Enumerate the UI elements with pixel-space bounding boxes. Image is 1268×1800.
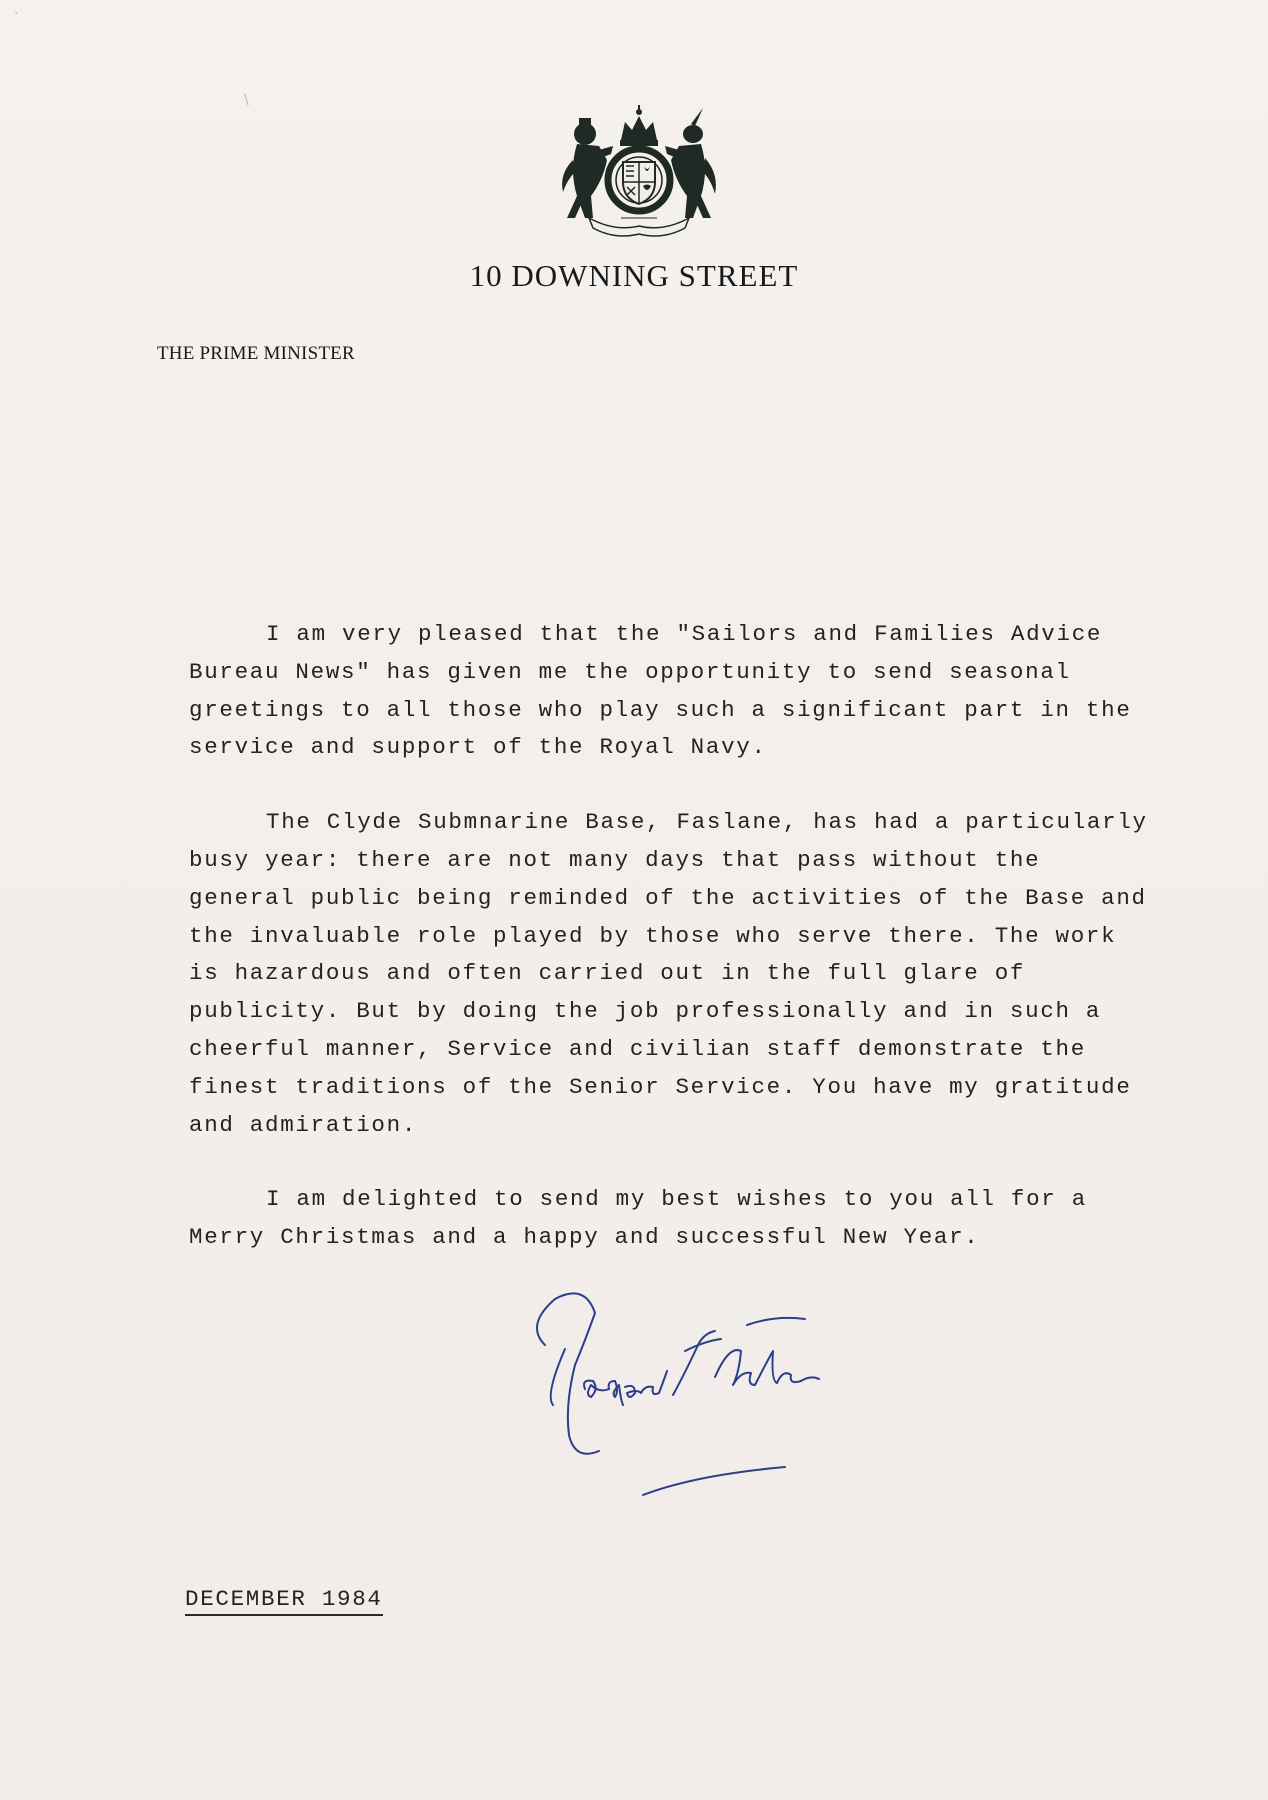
letterhead-address: 10 DOWNING STREET — [469, 258, 799, 293]
handwritten-signature — [515, 1285, 935, 1525]
paper-mark: \ — [244, 92, 249, 108]
letter-paragraph-2-text: The Clyde Submnarine Base, Faslane, has had a particularly busy year: there are not many days that pass without the general public being reminded of the activities of the Base and the invaluable role played by those who serve there. The work is hazardous and often carried out in the full glare of publicity. But by doing the job professionally and in such a cheerful manner, Service and civilian staff demonstrate the finest traditions of the Senior Service. You have my gratitude and admiration. — [189, 809, 1148, 1138]
letter-paragraph-1 — [189, 616, 1149, 767]
royal-crest-icon — [555, 100, 723, 240]
letter-paragraph-1-text: I am very pleased that the "Sailors and Families Advice Bureau News" has given me the opportunity to send seasonal greetings to all those who play such a significant part in the service and support of the Royal Navy. — [189, 621, 1132, 761]
letter-paragraph-3-text: I am delighted to send my best wishes to you all for a Merry Christmas and a happy and successful New Year. — [189, 1186, 1087, 1251]
letter-paragraph-2 — [189, 804, 1149, 1144]
letterhead-office: THE PRIME MINISTER — [157, 343, 355, 364]
paper-mark: · — [14, 6, 19, 22]
letter-body — [189, 616, 1149, 1294]
letter-paragraph-3 — [189, 1181, 1149, 1257]
letter-date: DECEMBER 1984 — [185, 1586, 383, 1616]
